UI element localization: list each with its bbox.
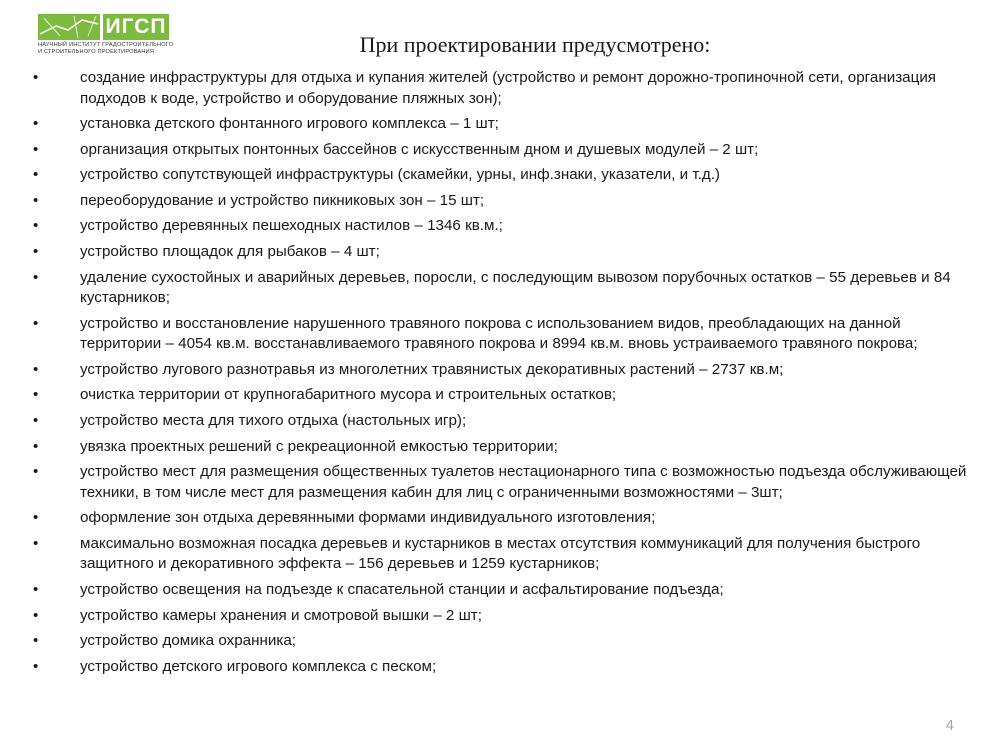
bullet-icon: •	[33, 581, 39, 598]
bullet-icon: •	[33, 534, 39, 552]
list-item	[33, 68, 978, 109]
list-item	[33, 114, 978, 135]
list-item-text: устройство освещения на подъезде к спасательной станции и асфальтирование подъезда;	[80, 581, 724, 598]
list-item	[33, 606, 978, 627]
list-item-text: устройство домика охранника;	[80, 632, 297, 650]
list-item-text: устройство лугового разнотравья из многолетних травянистых декоративных растений – 2737 кв.м;	[80, 360, 784, 378]
logo-text: ИГСП	[103, 14, 169, 40]
list-item	[33, 242, 978, 263]
list-item	[33, 268, 978, 309]
list-item	[33, 385, 978, 406]
list-item-text: установка детского фонтанного игрового комплекса – 1 шт;	[80, 115, 499, 133]
list-item-text: устройство детского игрового комплекса с песком;	[80, 657, 437, 675]
list-item-text: устройство деревянных пешеходных настилов – 1346 кв.м.;	[80, 217, 503, 235]
list-item	[33, 360, 978, 381]
list-item-text: очистка территории от крупногабаритного мусора и строительных остатков;	[80, 386, 617, 404]
list-item-text: устройство и восстановление нарушенного травяного покрова с использованием видов, преобладающих на данной территории – 4054 кв.м. восстанавливаемого травяного покрова и 8994 кв.м. вновь устраиваемого травяного покрова;	[80, 314, 918, 353]
list-item	[33, 216, 978, 237]
list-item	[33, 165, 978, 186]
bullet-icon: •	[33, 314, 39, 332]
bullet-icon: •	[33, 657, 39, 675]
bullet-icon: •	[33, 632, 39, 650]
list-item	[33, 191, 978, 212]
logo-subtitle-1: НАУЧНЫЙ ИНСТИТУТ ГРАДОСТРОИТЕЛЬНОГО	[38, 42, 174, 48]
list-item-text: удаление сухостойных и аварийных деревьев, поросли, с последующим вывозом порубочных остатков – 55 деревьев и 84 кустарников;	[80, 268, 951, 307]
list-item	[33, 140, 978, 161]
bullet-icon: •	[33, 606, 39, 624]
page-number: 4	[945, 717, 954, 734]
list-item	[33, 462, 978, 503]
list-item-text: устройство мест для размещения общественных туалетов нестационарного типа с возможностью подъезда обслуживающей техники, в том числе мест для размещения кабин для лиц с ограниченными возможностями – 3шт;	[80, 463, 967, 501]
bullet-icon: •	[33, 386, 39, 404]
list-item-text: оформление зон отдыха деревянными формами индивидуального изготовления;	[80, 509, 656, 527]
bullet-icon: •	[33, 268, 39, 286]
bullet-icon: •	[33, 166, 39, 184]
list-item	[33, 657, 978, 678]
list-item	[33, 508, 978, 529]
list-item	[33, 411, 978, 432]
list-item	[33, 314, 978, 355]
logo-subtitle-2: И СТРОИТЕЛЬНОГО ПРОЕКТИРОВАНИЯ	[38, 49, 155, 55]
page-title: При проектировании предусмотрено:	[359, 32, 711, 57]
bullet-icon: •	[33, 360, 39, 378]
list-item-text: устройство места для тихого отдыха (настольных игр);	[80, 412, 467, 430]
bullet-icon: •	[33, 243, 39, 261]
list-item-text: увязка проектных решений с рекреационной емкостью территории;	[80, 437, 558, 455]
bullet-icon: •	[33, 437, 39, 455]
list-item	[33, 437, 978, 458]
bullet-list	[33, 68, 978, 682]
list-item-text: организация открытых понтонных бассейнов с искусственным дном и душевых модулей – 2 шт;	[80, 140, 759, 158]
list-item-text: устройство камеры хранения и смотровой вышки – 2 шт;	[80, 606, 482, 624]
list-item	[33, 631, 978, 652]
list-item	[33, 534, 978, 575]
list-item-text: переоборудование и устройство пикниковых зон – 15 шт;	[80, 191, 485, 209]
bullet-icon: •	[33, 140, 39, 158]
list-item	[33, 580, 978, 601]
bullet-icon: •	[33, 509, 39, 527]
bullet-icon: •	[33, 69, 39, 86]
bullet-icon: •	[33, 217, 39, 235]
list-item-text: создание инфраструктуры для отдыха и купания жителей (устройство и ремонт дорожно-тропиночной сети, организация подходов к воде, устройство и оборудование пляжных зон);	[80, 69, 937, 107]
bullet-icon: •	[33, 412, 39, 430]
list-item-text: устройство сопутствующей инфраструктуры (скамейки, урны, инф.знаки, указатели, и т.д.)	[80, 166, 720, 184]
list-item-text: устройство площадок для рыбаков – 4 шт;	[80, 243, 380, 261]
bullet-icon: •	[33, 115, 39, 133]
bullet-icon: •	[33, 191, 39, 209]
bullet-icon: •	[33, 463, 39, 481]
list-item-text: максимально возможная посадка деревьев и кустарников в местах отсутствия коммуникаций для получения быстрого защитного и декоративного эффекта – 156 деревьев и 1259 кустарников;	[80, 534, 921, 573]
